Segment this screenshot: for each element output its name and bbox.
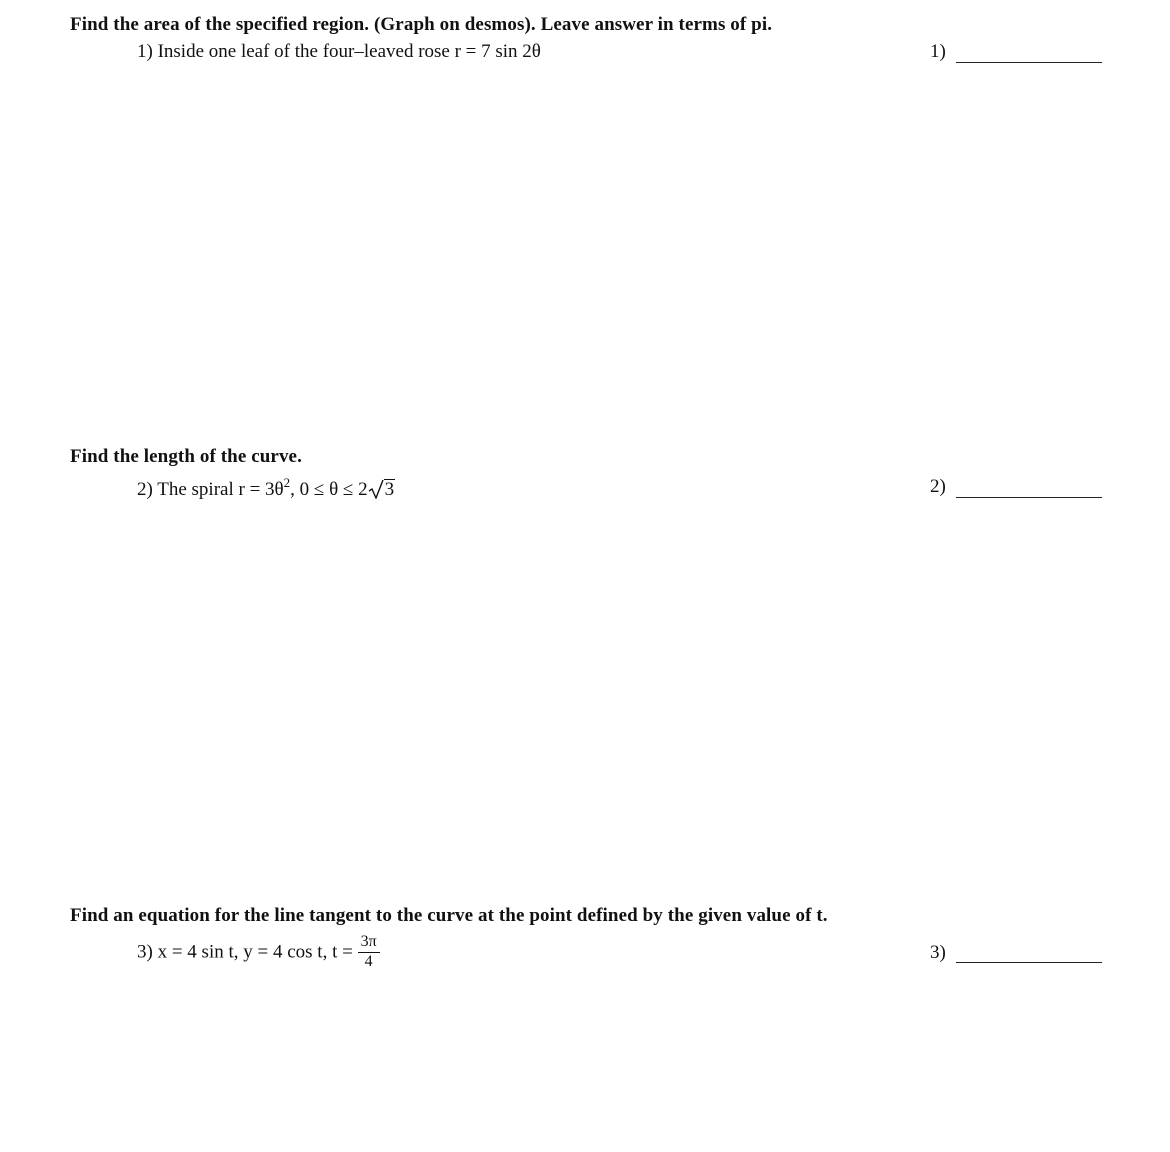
problem-2-text: The spiral r = 3θ xyxy=(157,479,284,500)
answer-1-label: 1) xyxy=(930,41,946,62)
fraction-denominator: 4 xyxy=(364,953,373,970)
answer-2-label: 2) xyxy=(930,476,946,497)
section-3-heading: Find an equation for the line tangent to the curve at the point defined by the given value of t. xyxy=(70,905,828,926)
problem-1 xyxy=(137,41,541,63)
answer-1-blank[interactable] xyxy=(956,62,1102,63)
sqrt-symbol xyxy=(368,475,396,501)
answer-2-blank[interactable] xyxy=(956,497,1102,498)
problem-2-range: , 0 ≤ θ ≤ 2 xyxy=(290,479,368,500)
fraction-numerator: 3π xyxy=(358,933,380,953)
problem-2 xyxy=(137,475,395,501)
radical-sign-icon xyxy=(368,479,384,499)
answer-3-blank[interactable] xyxy=(956,962,1102,963)
problem-3-fraction xyxy=(358,933,380,971)
problem-2-number: 2) xyxy=(137,479,153,500)
problem-1-number: 1) xyxy=(137,41,153,62)
section-2-heading: Find the length of the curve. xyxy=(70,446,302,467)
problem-3 xyxy=(137,934,380,972)
problem-3-text: x = 4 sin t, y = 4 cos t, t = xyxy=(157,941,353,963)
problem-2-radicand: 3 xyxy=(384,479,395,500)
problem-3-number: 3) xyxy=(137,941,153,963)
answer-3-label: 3) xyxy=(930,942,946,963)
section-1-heading: Find the area of the specified region. (Graph on desmos). Leave answer in terms of pi. xyxy=(70,14,773,35)
problem-1-text: Inside one leaf of the four–leaved rose r = 7 sin 2θ xyxy=(157,41,541,62)
problem-2-exponent: 2 xyxy=(283,474,291,490)
